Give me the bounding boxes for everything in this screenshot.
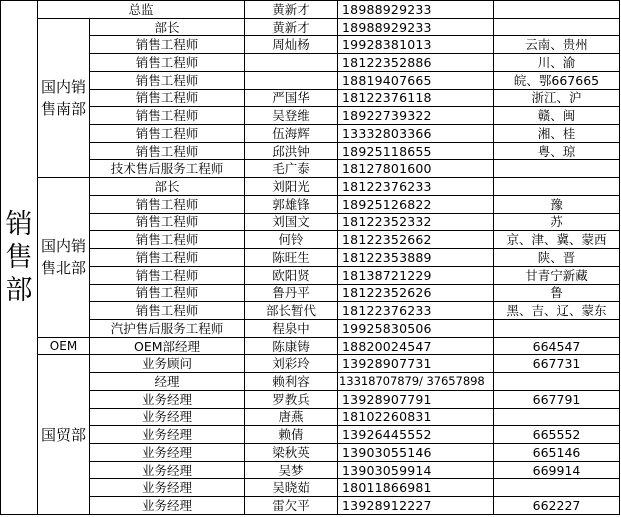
person-name: 毛广泰	[245, 160, 338, 178]
table-row	[1, 142, 620, 160]
phone-number: 18820024547	[338, 337, 494, 355]
phone-number: 18819407665	[338, 71, 494, 89]
person-name: 刘阳光	[245, 178, 338, 196]
table-row	[1, 443, 620, 461]
person-name: 陈旺生	[245, 249, 338, 267]
region-note: 苏	[494, 213, 620, 231]
phone-number: 19928381013	[338, 36, 494, 54]
phone-number: 18122376233	[338, 302, 494, 320]
job-title: 销售工程师	[90, 302, 245, 320]
region-note: 667791	[494, 390, 620, 408]
region-note	[494, 1, 620, 19]
table-row	[1, 249, 620, 267]
phone-number: 18102260831	[338, 408, 494, 426]
job-title: 销售工程师	[90, 54, 245, 72]
table-row	[1, 160, 620, 178]
person-name: 邱洪钟	[245, 142, 338, 160]
region-note: 662227	[494, 497, 620, 515]
region-note	[494, 319, 620, 337]
phone-number: 19925830506	[338, 319, 494, 337]
job-title: 销售工程师	[90, 89, 245, 107]
table-row	[1, 266, 620, 284]
job-title: 部长	[90, 18, 245, 36]
table-row	[1, 231, 620, 249]
person-name: 唐燕	[245, 408, 338, 426]
table-row	[1, 36, 620, 54]
table-row	[1, 178, 620, 196]
phone-number: 13928907731	[338, 355, 494, 373]
region-note: 京、津、冀、蒙西	[494, 231, 620, 249]
person-name: 雷欠平	[245, 497, 338, 515]
phone-number: 18122352626	[338, 284, 494, 302]
table-row	[1, 390, 620, 408]
phone-number: 18988929233	[338, 1, 494, 19]
region-note: 鲁	[494, 284, 620, 302]
job-title: 销售工程师	[90, 125, 245, 143]
job-title: 技术售后服务工程师	[90, 160, 245, 178]
person-name: 吴晓茹	[245, 479, 338, 497]
table-row	[1, 18, 620, 36]
job-title: 业务经理	[90, 408, 245, 426]
person-name: 欧阳贤	[245, 266, 338, 284]
table-row	[1, 426, 620, 444]
person-name: 严国华	[245, 89, 338, 107]
person-name: 刘国文	[245, 213, 338, 231]
job-title: 销售工程师	[90, 36, 245, 54]
department-label: 国贸部	[38, 355, 90, 515]
region-note: 陕、晋	[494, 249, 620, 267]
phone-number: 13318707879/ 37657898	[338, 373, 494, 391]
job-title: 总监	[38, 1, 245, 19]
person-name	[245, 54, 338, 72]
job-title: 业务经理	[90, 479, 245, 497]
phone-number: 18925118655	[338, 142, 494, 160]
job-title: 汽护售后服务工程师	[90, 319, 245, 337]
phone-number: 18122352886	[338, 54, 494, 72]
person-name: 伍海辉	[245, 125, 338, 143]
job-title: 销售工程师	[90, 266, 245, 284]
phone-number: 18011866981	[338, 479, 494, 497]
table-row	[1, 337, 620, 355]
job-title: 销售工程师	[90, 284, 245, 302]
phone-number: 18122353889	[338, 249, 494, 267]
person-name: 吴梦	[245, 461, 338, 479]
table-row	[1, 355, 620, 373]
person-name: 鲁丹平	[245, 284, 338, 302]
region-note: 黑、吉、辽、蒙东	[494, 302, 620, 320]
table-row	[1, 125, 620, 143]
region-note	[494, 178, 620, 196]
table-row	[1, 89, 620, 107]
job-title: OEM部经理	[90, 337, 245, 355]
job-title: 销售工程师	[90, 213, 245, 231]
person-name: 部长暂代	[245, 302, 338, 320]
table-row	[1, 1, 620, 19]
department-label: 国内销售北部	[38, 178, 90, 337]
table-row	[1, 461, 620, 479]
person-name: 罗教兵	[245, 390, 338, 408]
region-note: 赣、闽	[494, 107, 620, 125]
table-row	[1, 54, 620, 72]
phone-number: 18122352662	[338, 231, 494, 249]
table-row	[1, 195, 620, 213]
table-row	[1, 479, 620, 497]
table-row	[1, 213, 620, 231]
phone-number: 13926445552	[338, 426, 494, 444]
department-label: OEM	[38, 337, 90, 355]
table-row	[1, 284, 620, 302]
region-note	[494, 160, 620, 178]
person-name: 赖倩	[245, 426, 338, 444]
job-title: 业务经理	[90, 497, 245, 515]
phone-number: 18988929233	[338, 18, 494, 36]
phone-number: 18127801600	[338, 160, 494, 178]
person-name: 吴登维	[245, 107, 338, 125]
job-title: 业务经理	[90, 390, 245, 408]
region-note: 湘、桂	[494, 125, 620, 143]
person-name: 陈康铸	[245, 337, 338, 355]
table-row	[1, 408, 620, 426]
person-name: 黄新才	[245, 18, 338, 36]
job-title: 部长	[90, 178, 245, 196]
person-name	[245, 71, 338, 89]
region-note: 豫	[494, 195, 620, 213]
region-note: 665146	[494, 443, 620, 461]
person-name: 周灿杨	[245, 36, 338, 54]
phone-number: 18922739322	[338, 107, 494, 125]
phone-number: 18122376118	[338, 89, 494, 107]
job-title: 销售工程师	[90, 231, 245, 249]
department-label: 国内销售南部	[38, 18, 90, 177]
job-title: 销售工程师	[90, 71, 245, 89]
region-note: 云南、贵州	[494, 36, 620, 54]
phone-number: 18122376233	[338, 178, 494, 196]
phone-number: 18925126822	[338, 195, 494, 213]
table-row	[1, 373, 620, 391]
phone-number: 13332803366	[338, 125, 494, 143]
region-note: 皖、鄂667665	[494, 71, 620, 89]
person-name: 郭雄锋	[245, 195, 338, 213]
job-title: 销售工程师	[90, 142, 245, 160]
region-note	[494, 408, 620, 426]
person-name: 程泉中	[245, 319, 338, 337]
region-note: 浙江、沪	[494, 89, 620, 107]
table-row	[1, 319, 620, 337]
table-row	[1, 107, 620, 125]
phone-number: 13928912227	[338, 497, 494, 515]
region-note: 川、渝	[494, 54, 620, 72]
phone-number: 13903059914	[338, 461, 494, 479]
job-title: 业务经理	[90, 443, 245, 461]
region-note	[494, 479, 620, 497]
job-title: 销售工程师	[90, 249, 245, 267]
phone-number: 13928907791	[338, 390, 494, 408]
job-title: 销售工程师	[90, 107, 245, 125]
region-note: 667731	[494, 355, 620, 373]
region-note	[494, 373, 620, 391]
region-note: 665552	[494, 426, 620, 444]
person-name: 黄新才	[245, 1, 338, 19]
region-note: 粤、琼	[494, 142, 620, 160]
job-title: 业务经理	[90, 461, 245, 479]
person-name: 梁秋英	[245, 443, 338, 461]
phone-number: 18122352332	[338, 213, 494, 231]
region-note: 669914	[494, 461, 620, 479]
job-title: 业务顾问	[90, 355, 245, 373]
phone-number: 13903055146	[338, 443, 494, 461]
person-name: 赖利容	[245, 373, 338, 391]
table-row	[1, 497, 620, 515]
person-name: 刘彩玲	[245, 355, 338, 373]
phone-number: 18138721229	[338, 266, 494, 284]
table-row	[1, 302, 620, 320]
region-note: 甘青宁新藏	[494, 266, 620, 284]
region-note	[494, 18, 620, 36]
table-row	[1, 71, 620, 89]
division-label: 销售部	[1, 1, 38, 515]
job-title: 销售工程师	[90, 195, 245, 213]
person-name: 何铃	[245, 231, 338, 249]
region-note: 664547	[494, 337, 620, 355]
job-title: 经理	[90, 373, 245, 391]
job-title: 业务经理	[90, 426, 245, 444]
